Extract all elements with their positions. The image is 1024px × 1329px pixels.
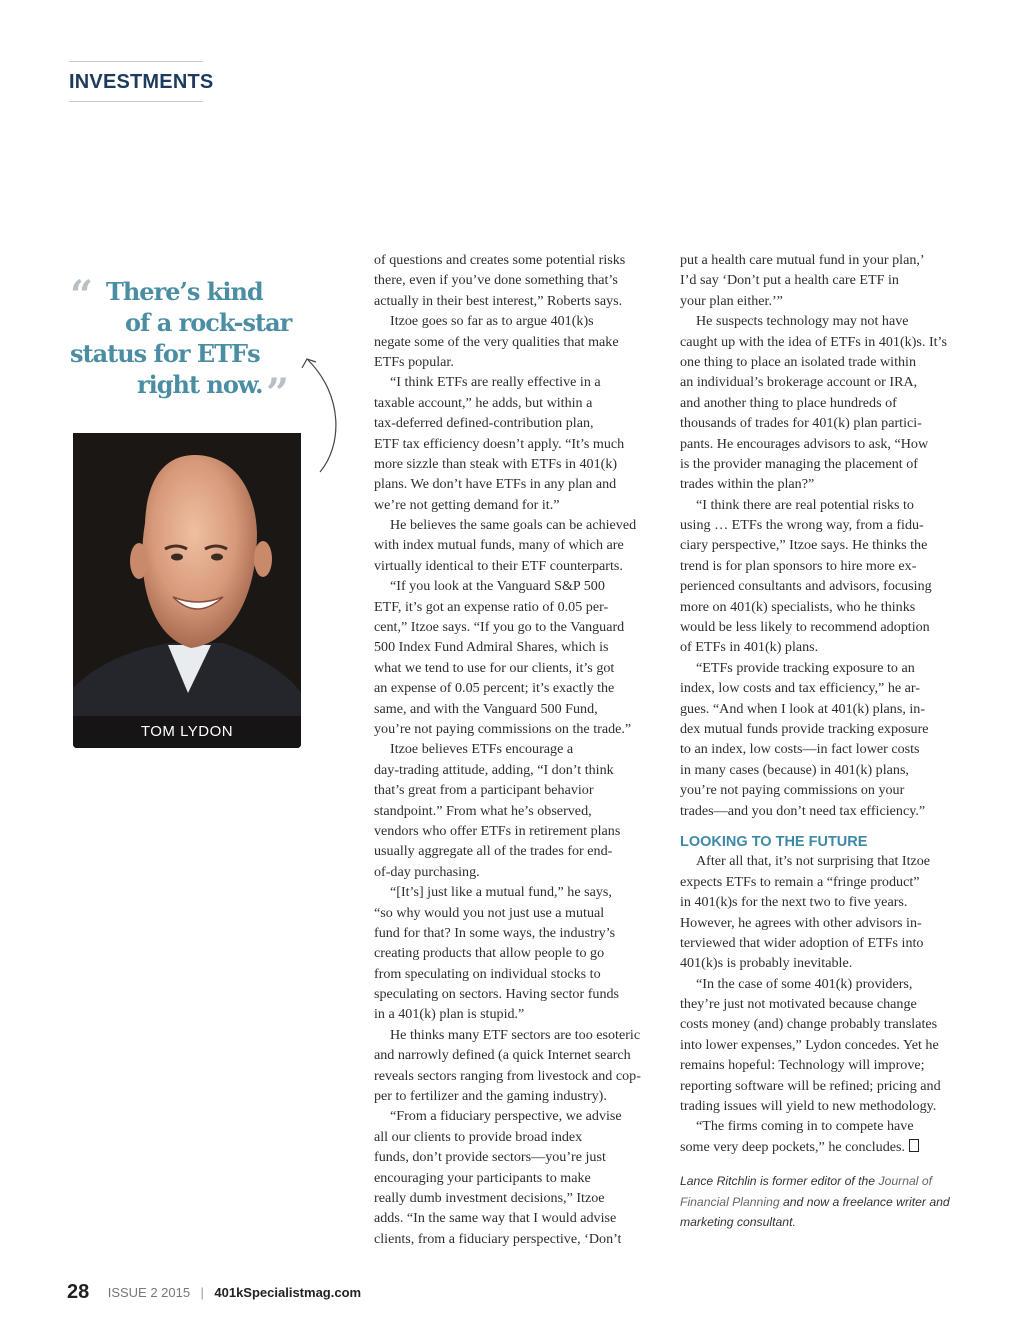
text-line: put a health care mutual fund in your plan,’ <box>680 252 925 268</box>
text-line: He suspects technology may not have <box>696 313 909 330</box>
bio-text: and now a freelance writer and <box>779 1194 950 1209</box>
text-line: using … ETFs the wrong way, from a fidu- <box>680 517 924 534</box>
text-line: you’re not paying commissions on the trade.” <box>374 720 632 737</box>
text-line: After all that, it’s not surprising that Itzoe <box>696 853 931 870</box>
text-line: in many cases (because) in 401(k) plans, <box>680 761 909 778</box>
bio-journal: Journal of <box>878 1174 933 1189</box>
text-line: trades—and you don’t need tax efficiency.” <box>680 802 926 819</box>
text-line: cent,” Itzoe says. “If you go to the Vanguard <box>374 619 625 636</box>
text-line: ETF, it’s got an expense ratio of 0.05 per- <box>374 598 609 615</box>
text-line: dex mutual funds provide tracking exposure <box>680 720 929 737</box>
text-line: per to fertilizer and the gaming industry). <box>374 1088 607 1105</box>
text-line: of-day purchasing. <box>374 863 480 880</box>
text-line: encouraging your participants to make <box>374 1169 591 1186</box>
text-line: expects ETFs to remain a “fringe product” <box>680 873 920 890</box>
text-line: actually in their best interest,” Roberts says. <box>374 292 623 309</box>
photo-caption: TOM LYDON <box>73 716 301 748</box>
bio-text: marketing consultant. <box>680 1215 796 1229</box>
pull-quote-line: status for ETFs <box>70 339 260 368</box>
text-line: “In the case of some 401(k) providers, <box>696 975 913 992</box>
text-line: to an index, low costs—in fact lower costs <box>680 741 920 758</box>
footer-separator: | <box>200 1285 204 1300</box>
text-line: we’re not getting demand for it.” <box>374 496 560 513</box>
text-line: day-trading attitude, adding, “I don’t think <box>374 761 614 778</box>
text-line: negate some of the very qualities that make <box>374 333 619 350</box>
end-mark-icon <box>909 1139 919 1152</box>
author-bio <box>680 1171 962 1232</box>
text-line: funds, don’t provide sectors—you’re just <box>374 1149 606 1166</box>
text-line: reveals sectors ranging from livestock and cop- <box>374 1067 641 1084</box>
text-line: standpoint.” From what he’s observed, <box>374 802 592 819</box>
text-line-content: some very deep pockets,” he concludes. <box>680 1138 906 1155</box>
text-line: same, and with the Vanguard 500 Fund, <box>374 700 598 717</box>
text-line: usually aggregate all of the trades for end- <box>374 843 613 860</box>
portrait-illustration <box>73 433 301 748</box>
text-line: thousands of trades for 401(k) plan partici- <box>680 415 922 432</box>
page-footer <box>67 1281 361 1307</box>
text-line: remains hopeful: Technology will improve; <box>680 1057 925 1074</box>
text-line: with index mutual funds, many of which are <box>374 537 624 554</box>
section-header <box>69 61 214 102</box>
text-line: “If you look at the Vanguard S&P 500 <box>390 578 605 595</box>
text-line: I’d say ‘Don’t put a health care ETF in <box>680 272 899 289</box>
pull-quote-line: There’s kind <box>106 277 263 306</box>
text-line: and narrowly defined (a quick Internet search <box>374 1047 631 1064</box>
text-line: an expense of 0.05 percent; it’s exactly the <box>374 680 615 697</box>
text-line: would be less likely to recommend adoption <box>680 619 930 636</box>
text-line: of ETFs in 401(k) plans. <box>680 639 819 656</box>
text-line: “I think ETFs are really effective in a <box>390 374 601 391</box>
text-line: plans. We don’t have ETFs in any plan and <box>374 476 617 493</box>
text-line: reporting software will be refined; pricing and <box>680 1077 941 1094</box>
text-line: adds. “In the same way that I would advise <box>374 1210 617 1227</box>
last-text-line <box>680 1137 962 1157</box>
text-line: trend is for plan sponsors to hire more ex- <box>680 557 917 574</box>
section-title: INVESTMENTS <box>69 71 214 93</box>
text-line: “ETFs provide tracking exposure to an <box>696 659 915 676</box>
text-line: 500 Index Fund Admiral Shares, which is <box>374 639 609 656</box>
text-line: clients, from a fiduciary perspective, ‘Don’t <box>374 1230 622 1247</box>
text-line: there, even if you’ve done something that’s <box>374 272 618 289</box>
text-line: ETF tax efficiency doesn’t apply. “It’s much <box>374 435 625 452</box>
close-quote-mark: ” <box>266 370 289 417</box>
text-line: your plan either.’” <box>680 292 783 309</box>
text-line: 401(k)s is probably inevitable. <box>680 955 853 972</box>
text-line: of questions and creates some potential risks <box>374 252 626 268</box>
text-line: trading issues will yield to new methodology. <box>680 1098 937 1115</box>
text-line: “The firms coming in to compete have <box>696 1118 914 1135</box>
text-line: more on 401(k) specialists, who he thinks <box>680 598 916 615</box>
text-line: is the provider managing the placement of <box>680 455 918 472</box>
text-line: taxable account,” he adds, but within a <box>374 394 593 411</box>
pull-quote-line: right now. <box>137 370 263 399</box>
article-column-2 <box>680 250 962 1232</box>
website-link[interactable]: 401kSpecialistmag.com <box>214 1285 362 1300</box>
text-line: creating products that allow people to go <box>374 945 605 962</box>
text-line: they’re just not motivated because change <box>680 996 917 1013</box>
text-line: He believes the same goals can be achieved <box>390 517 637 534</box>
text-line: pants. He encourages advisors to ask, “How <box>680 435 929 452</box>
issue-label: ISSUE 2 2015 <box>107 1285 191 1300</box>
text-line: that’s great from a participant behavior <box>374 782 594 799</box>
text-line: really dumb investment decisions,” Itzoe <box>374 1189 605 1206</box>
text-line: tax-deferred defined-contribution plan, <box>374 415 594 432</box>
text-line: However, he agrees with other advisors in- <box>680 914 922 931</box>
pull-quote <box>70 272 310 417</box>
page-number: 28 <box>67 1281 90 1303</box>
text-line: ciary perspective,” Itzoe says. He thinks the <box>680 537 928 554</box>
text-line: virtually identical to their ETF counterparts. <box>374 557 623 574</box>
text-line: index, low costs and tax efficiency,” he ar- <box>680 680 920 697</box>
text-line: an individual’s brokerage account or IRA, <box>680 374 918 391</box>
text-line: “so why would you not just use a mutual <box>374 904 605 921</box>
text-line: “[It’s] just like a mutual fund,” he says, <box>390 884 612 901</box>
text-line: perienced consultants and advisors, focusing <box>680 578 932 595</box>
article-column-1 <box>374 250 652 1249</box>
bio-text: Lance Ritchlin is former editor of the <box>680 1174 879 1189</box>
subheading: LOOKING TO THE FUTURE <box>680 833 868 850</box>
text-line: caught up with the idea of ETFs in 401(k)s. It’s <box>680 333 947 350</box>
text-line: vendors who offer ETFs in retirement plans <box>374 822 621 839</box>
text-line: you’re not paying commissions on your <box>680 782 905 799</box>
text-line: in a 401(k) plan is stupid.” <box>374 1006 525 1023</box>
text-line: more sizzle than steak with ETFs in 401(k) <box>374 455 618 472</box>
text-line: from speculating on individual stocks to <box>374 965 601 982</box>
curved-arrow-icon <box>296 350 346 480</box>
text-line: all our clients to provide broad index <box>374 1128 583 1145</box>
text-line: gues. “And when I look at 401(k) plans, in- <box>680 700 926 717</box>
bio-journal: Financial Planning <box>680 1194 780 1209</box>
text-line: costs money (and) change probably translates <box>680 1016 938 1033</box>
text-line: “From a fiduciary perspective, we advise <box>390 1108 622 1125</box>
text-line: in 401(k)s for the next two to five years. <box>680 894 908 911</box>
text-line: speculating on sectors. Having sector funds <box>374 986 620 1003</box>
text-line: trades within the plan?” <box>680 476 815 493</box>
text-line: ETFs popular. <box>374 353 454 370</box>
text-line: into lower expenses,” Lydon concedes. Yet he <box>680 1036 939 1053</box>
text-line: Itzoe goes so far as to argue 401(k)s <box>390 313 594 330</box>
text-line: Itzoe believes ETFs encourage a <box>390 741 574 758</box>
text-line: terviewed that wider adoption of ETFs into <box>680 934 924 951</box>
text-line: one thing to place an isolated trade within <box>680 353 917 370</box>
text-line: what we tend to use for our clients, it’s got <box>374 659 615 676</box>
text-line: He thinks many ETF sectors are too esoteric <box>390 1026 641 1043</box>
text-line: fund for that? In some ways, the industry’s <box>374 924 616 941</box>
portrait-photo <box>73 433 301 748</box>
text-line: “I think there are real potential risks to <box>696 496 914 513</box>
open-quote-mark: “ <box>70 272 93 319</box>
text-line: and another thing to place hundreds of <box>680 394 897 411</box>
pull-quote-line: of a rock-star <box>125 308 292 337</box>
